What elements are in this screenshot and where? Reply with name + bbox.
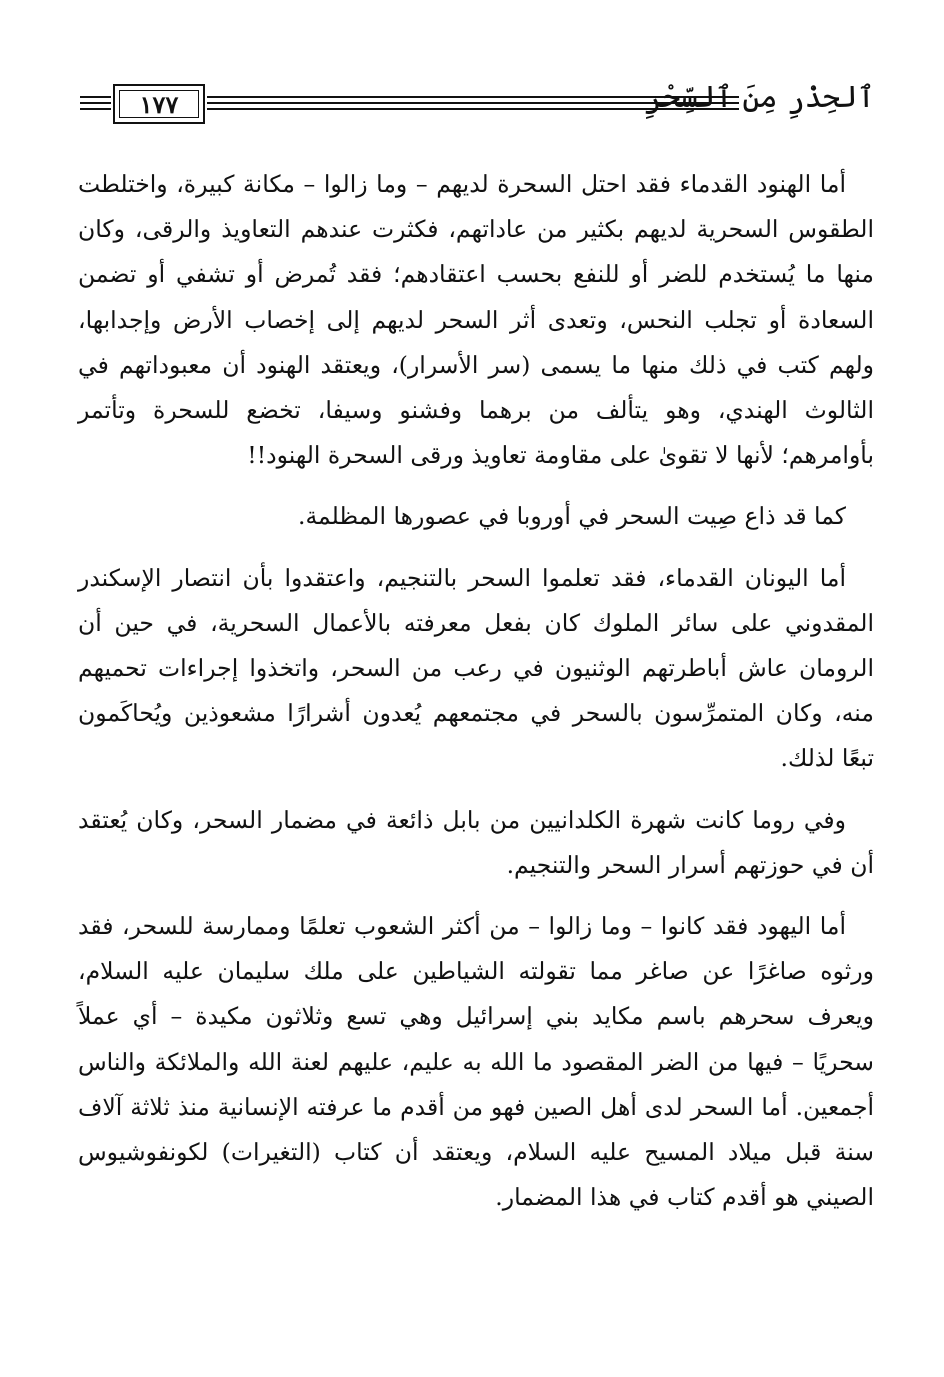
- paragraph-jews-china-magic: [78, 904, 874, 1220]
- paragraph-text: أما اليونان القدماء، فقد تعلموا السحر بالتنجيم، واعتقدوا بأن انتصار الإسكندر المقدوني على سائر الملوك كان بفعل معرفته بالأعمال السحرية، في حين أن الرومان عاش أباطرتهم الوثنيون في رعب من السحر، واتخذوا إجراءات تحميهم منه، وكان المتمرِّسون بالسحر في مجتمعهم يُعدون أشرارًا مشعوذين ويُحاكَمون تبعًا لذلك.: [78, 563, 874, 773]
- body-text: [78, 162, 874, 1236]
- page-number: ١٧٧: [139, 89, 179, 119]
- header-rule-left: [80, 96, 111, 110]
- paragraph-text: أما اليهود فقد كانوا – وما زالوا – من أكثر الشعوب تعلمًا وممارسة للسحر، فقد ورثوه صاغرًا عن صاغر مما تقولته الشياطين على ملك سليمان عليه السلام، ويعرف سحرهم باسم مكايد بني إسرائيل وهي تسع وثلاثون مكيدة – أي عملاً سحريًا – فيها من الضر المقصود ما الله به عليم، عليهم لعنة الله والملائكة والناس أجمعين. أما السحر لدى أهل الصين فهو من أقدم ما عرفته الإنسانية منذ ثلاثة آلاف سنة قبل ميلاد المسيح عليه السلام، ويعتقد أن كتاب (التغيرات) لكونفوشيوس الصيني هو أقدم كتاب في هذا المضمار.: [78, 912, 874, 1212]
- paragraph-text: أما الهنود القدماء فقد احتل السحرة لديهم – وما زالوا – مكانة كبيرة، واختلطت الطقوس السحرية لديهم بكثير من عاداتهم، فكثرت عندهم التعاويذ والرقى، وكان منها ما يُستخدم للضر أو للنفع بحسب اعتقادهم؛ فقد تُمرض أو تشفي أو تضمن السعادة أو تجلب النحس، وتعدى أثر السحر لديهم إلى إخصاب الأرض وإجدابها، ولهم كتب في ذلك منها ما يسمى (سر الأسرار)، ويعتقد الهنود أن معبوداتهم في الثالوث الهندي، وهو يتألف من برهما وفشنو وسيفا، تخضع للسحرة وتأتمر بأوامرهم؛ لأنها لا تقوىٰ على مقاومة تعاويذ ورقى السحرة الهنود!!: [78, 170, 874, 470]
- paragraph-rome-magic: [78, 798, 874, 888]
- page-number-frame: [113, 84, 205, 124]
- paragraph-indian-magic: [78, 162, 874, 478]
- paragraph-text: وفي روما كانت شهرة الكلدانيين من بابل ذائعة في مضمار السحر، وكان يُعتقد أن في حوزتهم أسرار السحر والتنجيم.: [78, 805, 874, 879]
- page-header: [80, 78, 875, 134]
- paragraph-europe-magic: [78, 494, 874, 539]
- paragraph-text: كما قد ذاع صِيت السحر في أوروبا في عصورها المظلمة.: [297, 502, 846, 531]
- running-title: ٱلحِذْرِ مِنَ ٱلسِّحْرِ: [644, 80, 875, 115]
- paragraph-greek-magic: [78, 556, 874, 782]
